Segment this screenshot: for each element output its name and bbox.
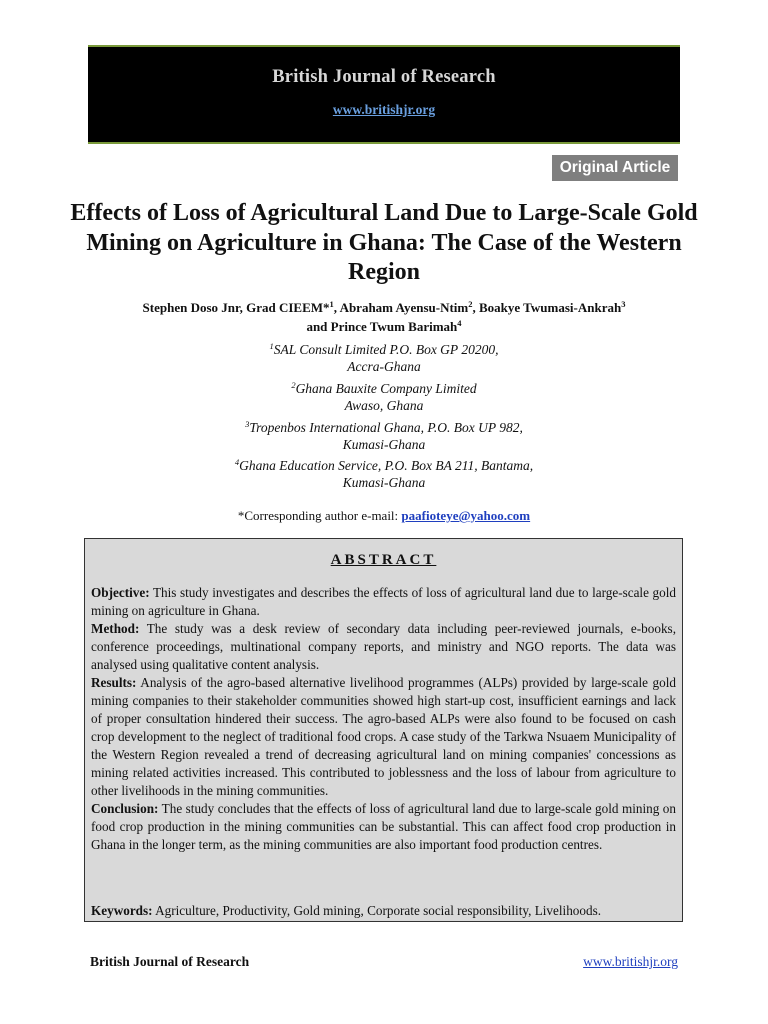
method-text: The study was a desk review of secondary data including peer-reviewed journals, e-books, conference proceedings, multinational company reports, and ministry and NGO reports. The data was analysed using qualitative content analysis. xyxy=(91,621,676,672)
affiliation-line: Tropenbos International Ghana, P.O. Box UP 982, xyxy=(249,420,523,435)
affiliation-line: Kumasi-Ghana xyxy=(342,437,426,452)
abstract-method xyxy=(91,620,676,674)
affiliation-4 xyxy=(160,457,608,491)
results-text: Analysis of the agro-based alternative livelihood programmes (ALPs) provided by large-scale gold mining companies to their stakeholder communities showed high start-up cost, insufficient earnings and lack of proper consultation hindered their success. The agro-based ALPs were also found to be focused on cash crop development to the neglect of traditional food crops. A case study of the Tarkwa Nsuaem Municipality of the Western Region revealed a trend of decreasing agricultural land on mining companies' concessions as mining related activities increased. This contributed to joblessness and the loss of labour from agriculture to other livelihoods in the mining communities. xyxy=(91,675,676,798)
affiliation-2 xyxy=(160,380,608,414)
abstract-body xyxy=(91,584,676,854)
header-bottom-rule xyxy=(88,142,680,144)
affiliation-sup: 2 xyxy=(291,380,296,390)
affiliation-line: Accra-Ghana xyxy=(347,359,421,374)
corresponding-email-link[interactable]: paafioteye@yahoo.com xyxy=(401,508,531,523)
affiliation-line: Awaso, Ghana xyxy=(344,398,424,413)
journal-name: British Journal of Research xyxy=(272,67,496,87)
abstract-box xyxy=(84,538,683,922)
affiliation-line: Ghana Education Service, P.O. Box BA 211, Bantama, xyxy=(239,458,534,473)
article-type-badge: Original Article xyxy=(552,155,678,181)
abstract-conclusion xyxy=(91,800,676,854)
affiliation-sup: 3 xyxy=(245,419,250,429)
affiliation-line: Ghana Bauxite Company Limited xyxy=(295,381,477,396)
journal-header-band xyxy=(88,47,680,142)
author-sup: 3 xyxy=(621,299,626,309)
footer-journal-name: British Journal of Research xyxy=(90,954,250,969)
article-title: Effects of Loss of Agricultural Land Due to Large-Scale Gold Mining on Agriculture in Ghana: The Case of the Western Region xyxy=(70,200,698,285)
abstract-keywords xyxy=(91,902,676,920)
journal-url-link[interactable]: www.britishjr.org xyxy=(332,102,436,117)
objective-text: This study investigates and describes the effects of loss of agricultural land due to large-scale gold mining on agriculture in Ghana. xyxy=(91,585,676,618)
affiliation-1 xyxy=(160,341,608,375)
affiliation-line: Kumasi-Ghana xyxy=(342,475,426,490)
results-label: Results: xyxy=(91,675,137,690)
author-name: Abraham Ayensu-Ntim xyxy=(339,300,469,315)
corresponding-label: *Corresponding author e-mail: xyxy=(237,508,399,523)
affiliation-sup: 1 xyxy=(269,341,274,351)
abstract-objective xyxy=(91,584,676,620)
affiliation-sup: 4 xyxy=(234,457,240,467)
conclusion-label: Conclusion: xyxy=(91,801,159,816)
author-name: and Prince Twum Barimah xyxy=(306,319,458,334)
author-sup: 4 xyxy=(457,318,462,328)
footer-url-link[interactable]: www.britishjr.org xyxy=(583,954,678,969)
abstract-results xyxy=(91,674,676,800)
author-name: Boakye Twumasi-Ankrah xyxy=(479,300,622,315)
conclusion-text: The study concludes that the effects of loss of agricultural land due to large-scale gold mining on food crop production in the mining communities can be substantial. This can affect food crop production in Ghana in the longer term, as the mining communities are also important food production centres. xyxy=(91,801,676,852)
author-sup: 1 xyxy=(329,299,334,309)
objective-label: Objective: xyxy=(91,585,150,600)
author-sup: 2 xyxy=(468,299,473,309)
method-label: Method: xyxy=(91,621,140,636)
keywords-text: Agriculture, Productivity, Gold mining, Corporate social responsibility, Livelihoods. xyxy=(155,903,601,918)
affiliation-line: SAL Consult Limited P.O. Box GP 20200, xyxy=(273,342,499,357)
keywords-label: Keywords: xyxy=(91,903,153,918)
author-name: Stephen Doso Jnr, Grad CIEEM* xyxy=(142,300,330,315)
abstract-heading: ABSTRACT xyxy=(330,552,437,568)
author-list: Stephen Doso Jnr, Grad CIEEM*$^1$, Abraham Ayensu-Ntim$^2$, Boakye Twumasi-Ankrah$^3$ and Prince Twum Barimah$^4$ xyxy=(142,299,626,334)
corresponding-author xyxy=(60,508,708,524)
affiliation-3 xyxy=(160,419,608,453)
